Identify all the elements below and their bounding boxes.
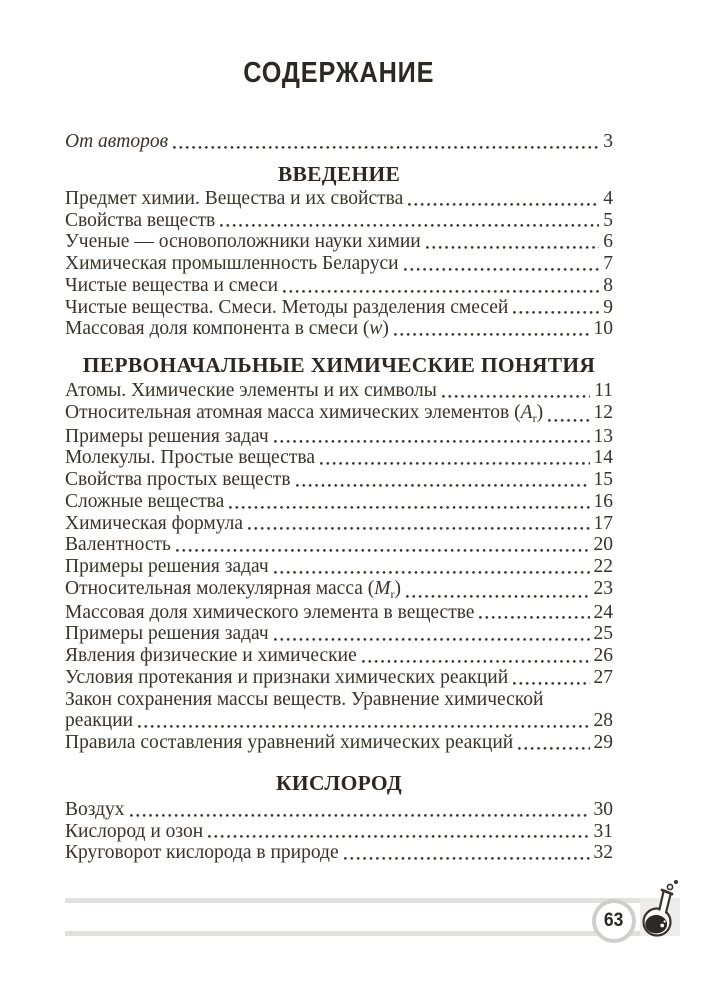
toc-entry-title: Воздух <box>65 798 125 820</box>
section-heading: ВВЕДЕНИЕ <box>277 161 401 186</box>
page-number: 23 <box>593 577 613 599</box>
toc-entry-title: Относительная молекулярная масса $(M_r)$ <box>65 577 401 601</box>
toc-entry <box>65 799 613 821</box>
toc-entry <box>65 667 613 689</box>
toc-entry <box>65 275 613 297</box>
flask-panel <box>640 898 680 936</box>
toc-entry-title: Свойства простых веществ <box>65 469 291 490</box>
page-number: 27 <box>593 666 613 688</box>
dot-leader <box>426 231 600 253</box>
toc-entry-title: Чистые вещества и смеси <box>65 274 279 296</box>
toc-entry-title: От авторов <box>65 131 169 152</box>
page-number: 10 <box>593 318 613 340</box>
dot-leader <box>296 469 590 491</box>
toc-entry-title: Примеры решения задач <box>65 556 269 577</box>
page-number: 20 <box>593 534 613 556</box>
dot-leader <box>442 380 590 402</box>
toc-entry <box>65 253 613 275</box>
toc-entry <box>65 402 613 426</box>
dot-leader <box>248 513 589 535</box>
dot-leader <box>283 275 599 297</box>
toc-entry-title: Условия протекания и признаки химических реакций <box>65 666 509 688</box>
section-heading: КИСЛОРОД <box>276 770 402 795</box>
dot-leader <box>479 602 589 624</box>
toc-entry-title: Явления физические и химические <box>65 645 357 666</box>
toc-entry <box>65 426 613 448</box>
toc-entry-title: Чистые вещества. Смеси. Методы разделения смесей <box>65 296 509 318</box>
dot-leader <box>518 732 589 754</box>
toc-entry <box>65 842 613 864</box>
page-number: 25 <box>593 623 613 645</box>
toc-entry <box>65 623 613 645</box>
section-heading: ПЕРВОНАЧАЛЬНЫЕ ХИМИЧЕСКИЕ ПОНЯТИЯ <box>82 353 596 377</box>
toc-entry-title: Примеры решения задач <box>65 623 269 645</box>
page-number: 30 <box>593 798 613 820</box>
toc-entry <box>65 556 613 578</box>
toc-entry <box>65 491 613 513</box>
dot-leader <box>176 534 590 556</box>
dot-leader <box>344 842 590 864</box>
page-number: 15 <box>593 469 613 490</box>
toc-entry <box>65 732 613 754</box>
page-title-wrap <box>65 56 613 90</box>
page-number: 5 <box>603 209 613 231</box>
page-number: 17 <box>593 512 613 534</box>
dot-leader <box>408 188 599 210</box>
toc-entry-title: Круговорот кислорода в природе <box>65 842 339 864</box>
toc-entry <box>65 231 613 253</box>
toc-entry <box>65 534 613 556</box>
toc-entry-title: Предмет химии. Вещества и их свойства <box>65 187 404 209</box>
dot-leader <box>513 297 599 319</box>
dot-leader <box>229 491 589 513</box>
toc-entry <box>65 188 613 210</box>
page-number: 4 <box>603 187 613 209</box>
dot-leader <box>130 799 590 821</box>
toc-entry <box>65 380 613 402</box>
page-number: 6 <box>603 231 613 253</box>
dot-leader <box>548 402 589 426</box>
toc-entry <box>65 210 613 232</box>
page-number: 9 <box>603 296 613 318</box>
toc-entry <box>65 710 613 732</box>
dot-leader <box>274 426 590 448</box>
toc-entry-title: Свойства веществ <box>65 209 216 231</box>
dot-leader <box>394 318 590 340</box>
dot-leader <box>404 253 600 275</box>
chemistry-flask-icon <box>638 877 684 939</box>
toc-entry-title: Кислород и озон <box>65 820 204 842</box>
toc-entry <box>65 297 613 319</box>
toc-entry <box>65 578 613 602</box>
toc-entry-title: Ученые — основоположники науки химии <box>65 231 421 253</box>
toc-entry <box>65 131 613 153</box>
toc-entry-title: Массовая доля химического элемента в веществе <box>65 601 475 623</box>
page-title: СОДЕРЖАНИЕ <box>243 57 435 89</box>
toc-entry-title: Правила составления уравнений химических реакций <box>65 732 514 753</box>
toc-entry <box>65 645 613 667</box>
toc-entry <box>65 602 613 624</box>
dot-leader <box>208 821 589 843</box>
toc-entry <box>65 513 613 535</box>
dot-leader <box>406 578 590 602</box>
toc-entry-title: Примеры решения задач <box>65 425 269 447</box>
toc-entry <box>65 689 613 711</box>
toc-entry-title: Атомы. Химические элементы и их символы <box>65 380 437 401</box>
page-number: 28 <box>593 710 613 732</box>
toc-entry <box>65 469 613 491</box>
toc-entry-title: реакции <box>65 710 134 732</box>
current-page-number: 63 <box>604 910 624 931</box>
page-number: 14 <box>593 447 613 469</box>
toc-entry <box>65 447 613 469</box>
toc-entry <box>65 821 613 843</box>
page-number: 3 <box>603 131 613 152</box>
page-number: 22 <box>593 556 613 577</box>
page-number: 29 <box>593 732 613 753</box>
page-number: 16 <box>593 490 613 512</box>
page-number: 31 <box>593 820 613 842</box>
page-number: 8 <box>603 274 613 296</box>
footer-decoration-bar <box>65 898 680 936</box>
dot-leader <box>362 645 590 667</box>
page-number: 32 <box>593 842 613 864</box>
toc-entry-title: Химическая формула <box>65 512 244 534</box>
toc-entry-title: Относительная атомная масса химических элементов $(A_r)$ <box>65 401 544 425</box>
dot-leader <box>173 131 599 153</box>
dot-leader <box>274 556 590 578</box>
page-number: 11 <box>594 380 613 401</box>
page-number: 12 <box>593 401 613 423</box>
toc-entry-title: Закон сохранения массы веществ. Уравнение химической <box>65 688 544 710</box>
dot-leader <box>513 667 589 689</box>
page-number: 26 <box>593 645 613 666</box>
page-number: 24 <box>593 601 613 623</box>
dot-leader <box>274 623 590 645</box>
toc-entry <box>65 318 613 340</box>
page-number: 7 <box>603 253 613 274</box>
dot-leader <box>138 710 589 732</box>
toc-entry-title: Молекулы. Простые вещества <box>65 447 315 469</box>
page-number-badge <box>592 899 636 943</box>
toc-entry-title: Массовая доля компонента в смеси (w) <box>65 318 389 340</box>
page-number: 13 <box>593 425 613 447</box>
toc-entry-title: Химическая промышленность Беларуси <box>65 253 399 274</box>
dot-leader <box>320 447 590 469</box>
dot-leader <box>220 210 599 232</box>
table-of-contents <box>65 131 613 864</box>
toc-entry-title: Валентность <box>65 534 171 556</box>
toc-entry-title: Сложные вещества <box>65 490 225 512</box>
